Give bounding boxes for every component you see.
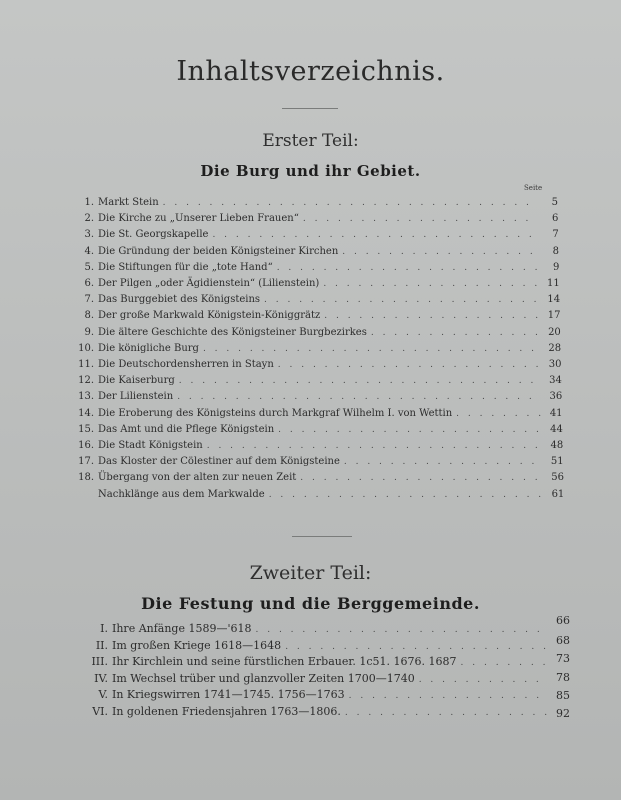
dot-leader bbox=[207, 441, 542, 451]
dot-leader bbox=[203, 344, 539, 354]
dot-leader bbox=[456, 409, 540, 419]
toc-entry-page: 51 bbox=[550, 456, 564, 468]
toc-entry bbox=[74, 489, 564, 500]
toc-entry bbox=[84, 652, 570, 668]
toc-entry-title: Die königliche Burg bbox=[98, 342, 199, 354]
toc-entry-title: Der Lilienstein bbox=[98, 391, 174, 403]
dot-leader bbox=[278, 360, 540, 370]
toc-entry-number: 6. bbox=[84, 278, 94, 289]
toc-entry-number: 18. bbox=[78, 472, 94, 484]
toc-entry-number: 15. bbox=[78, 423, 94, 435]
toc-entry-title: Die Kaiserburg bbox=[98, 375, 175, 387]
part2-section-title: Die Festung und die Berggemeinde. bbox=[141, 594, 480, 613]
toc-entry-number: V. bbox=[98, 688, 108, 701]
toc-entry-number: I. bbox=[100, 622, 108, 635]
toc-entry-title: Die Stiftungen für die „tote Hand“ bbox=[98, 261, 273, 273]
toc-entry-number: 12. bbox=[78, 375, 94, 387]
toc-entry-title: Die Deutschordensherren in Stayn bbox=[98, 359, 274, 370]
toc-entry-title: Der Pilgen „oder Ägidienstein“ (Lilienstein) bbox=[98, 278, 320, 289]
page-title: Inhaltsverzeichnis. bbox=[176, 56, 445, 87]
dot-leader bbox=[277, 263, 538, 273]
toc-entry-number: 1. bbox=[84, 197, 94, 208]
toc-entry bbox=[74, 391, 562, 402]
dot-leader bbox=[212, 230, 536, 240]
toc-entry-title: In Kriegswirren 1741—1745. 1756—1763 bbox=[112, 688, 345, 701]
toc-entry-title: Das Kloster der Cölestiner auf dem Königsteine bbox=[98, 456, 340, 468]
toc-entry-title: Im großen Kriege 1618—1648 bbox=[112, 638, 282, 652]
toc-entry-page: 73 bbox=[556, 652, 570, 665]
part1-heading: Erster Teil: bbox=[262, 131, 359, 151]
toc-entry-number: VI. bbox=[92, 704, 108, 718]
toc-entry bbox=[74, 440, 563, 451]
toc-entry bbox=[74, 327, 561, 338]
dot-leader bbox=[419, 675, 548, 685]
toc-entry-page: 9 bbox=[553, 261, 560, 273]
toc-entry-number: 17. bbox=[78, 456, 94, 468]
toc-entry-number: 4. bbox=[84, 245, 94, 257]
page-column-header: Seite bbox=[524, 184, 543, 192]
toc-entry-title: Die Stadt Königstein bbox=[98, 440, 203, 451]
toc-entry-title: Ihre Anfänge 1589—'618 bbox=[112, 622, 252, 635]
part2-heading: Zweiter Teil: bbox=[249, 562, 372, 584]
dot-leader bbox=[285, 642, 548, 652]
toc-entry bbox=[74, 197, 558, 208]
dot-leader bbox=[324, 311, 538, 321]
toc-entry-page: 7 bbox=[552, 229, 559, 241]
toc-entry-page: 17 bbox=[547, 310, 561, 322]
toc-entry-page: 92 bbox=[556, 706, 570, 720]
toc-entry-number: 11. bbox=[78, 359, 94, 370]
toc-entry-title: Ihr Kirchlein und seine fürstlichen Erbauer. 1c51. 1676. 1687 bbox=[112, 655, 457, 668]
toc-entry-page: 41 bbox=[549, 407, 563, 419]
toc-entry-page: 8 bbox=[552, 245, 560, 257]
toc-entry-title: Übergang von der alten zur neuen Zeit bbox=[98, 472, 297, 484]
toc-entry bbox=[74, 246, 559, 257]
divider bbox=[282, 108, 338, 109]
dot-leader bbox=[179, 376, 540, 386]
toc-entry bbox=[74, 408, 563, 419]
toc-entry bbox=[74, 359, 562, 370]
dot-leader bbox=[345, 708, 548, 718]
toc-entry bbox=[74, 424, 563, 435]
toc-entry-page: 14 bbox=[547, 294, 561, 306]
toc-entry-page: 34 bbox=[549, 375, 562, 387]
toc-entry-page: 5 bbox=[551, 197, 558, 208]
dot-leader bbox=[371, 328, 539, 338]
toc-entry bbox=[74, 262, 559, 273]
toc-entry-page: 66 bbox=[556, 614, 570, 627]
toc-entry-title: In goldenen Friedensjahren 1763—1806. bbox=[112, 704, 341, 718]
toc-entry-title: Das Amt und die Pflege Königstein bbox=[98, 423, 275, 435]
toc-entry-page: 36 bbox=[549, 391, 563, 403]
toc-entry-page: 6 bbox=[551, 213, 559, 225]
toc-entry bbox=[84, 705, 570, 718]
toc-entry-number: II. bbox=[95, 638, 108, 652]
toc-entry bbox=[74, 278, 560, 289]
toc-entry bbox=[84, 614, 570, 635]
toc-entry-number: 10. bbox=[78, 342, 94, 354]
toc-entry bbox=[74, 310, 560, 321]
dot-leader bbox=[300, 473, 542, 483]
toc-entry-number: 7. bbox=[84, 294, 94, 306]
toc-entry-number: 9. bbox=[84, 326, 94, 338]
toc-entry-title: Die Eroberung des Königsteins durch Markgraf Wilhelm I. von Wettin bbox=[98, 407, 453, 419]
toc-entry bbox=[74, 294, 560, 305]
toc-entry-page: 11 bbox=[547, 278, 560, 289]
toc-entry-page: 48 bbox=[550, 440, 564, 451]
dot-leader bbox=[264, 295, 538, 305]
toc-entry bbox=[84, 688, 570, 701]
dot-leader bbox=[256, 625, 549, 635]
toc-entry bbox=[84, 672, 570, 685]
toc-entry bbox=[74, 472, 564, 483]
toc-entry-number: 13. bbox=[78, 391, 94, 403]
toc-entry-title: Die St. Georgskapelle bbox=[98, 229, 209, 241]
dot-leader bbox=[461, 658, 548, 668]
toc-entry-page: 44 bbox=[550, 423, 563, 435]
toc-entry-title: Die ältere Geschichte des Königsteiner Burgbezirkes bbox=[98, 326, 367, 338]
toc-entry-page: 56 bbox=[551, 472, 564, 484]
toc-entry-title: Markt Stein bbox=[98, 197, 159, 208]
toc-entry-title: Im Wechsel trüber und glanzvoller Zeiten 1700—1740 bbox=[112, 671, 415, 685]
dot-leader bbox=[349, 691, 548, 701]
toc-entry-page: 28 bbox=[548, 342, 562, 354]
toc-entry-number: 2. bbox=[84, 213, 94, 225]
toc-entry-title: Das Burggebiet des Königsteins bbox=[98, 294, 261, 306]
part1-section-title: Die Burg und ihr Gebiet. bbox=[200, 162, 421, 180]
toc-entry-number: III. bbox=[91, 655, 108, 668]
toc-entry-page: 61 bbox=[551, 488, 565, 500]
dot-leader bbox=[269, 490, 543, 500]
dot-leader bbox=[344, 457, 542, 467]
toc-entry-number: 5. bbox=[84, 261, 94, 273]
toc-entry-title: Die Gründung der beiden Königsteiner Kirchen bbox=[98, 245, 339, 257]
toc-entry bbox=[74, 343, 561, 354]
toc-entry-page: 68 bbox=[556, 633, 570, 647]
dot-leader bbox=[323, 279, 537, 289]
toc-entry-page: 30 bbox=[548, 359, 562, 370]
divider bbox=[292, 536, 352, 537]
dot-leader bbox=[278, 425, 541, 435]
toc-entry-page: 78 bbox=[556, 670, 570, 684]
toc-entry-number: 14. bbox=[78, 407, 94, 419]
dot-leader bbox=[163, 198, 536, 208]
toc-entry bbox=[74, 456, 564, 467]
toc-entry-page: 85 bbox=[556, 689, 570, 702]
toc-entry-number: 8. bbox=[84, 310, 94, 322]
toc-entry-title: Die Kirche zu „Unserer Lieben Frauen“ bbox=[98, 213, 299, 225]
toc-entry-number: 16. bbox=[78, 440, 94, 451]
dot-leader bbox=[342, 247, 537, 257]
toc-entry bbox=[74, 213, 558, 224]
toc-entry-number: IV. bbox=[94, 671, 108, 685]
toc-entry-number: 3. bbox=[84, 229, 94, 241]
dot-leader bbox=[177, 392, 540, 402]
toc-entry-title: Der große Markwald Königstein-Königgrätz bbox=[98, 310, 321, 322]
toc-entry-title: Nachklänge aus dem Markwalde bbox=[98, 488, 265, 500]
toc-entry-page: 20 bbox=[548, 326, 561, 338]
dot-leader bbox=[303, 214, 537, 224]
toc-entry bbox=[74, 375, 562, 386]
toc-entry bbox=[74, 229, 559, 240]
toc-entry bbox=[84, 633, 570, 652]
